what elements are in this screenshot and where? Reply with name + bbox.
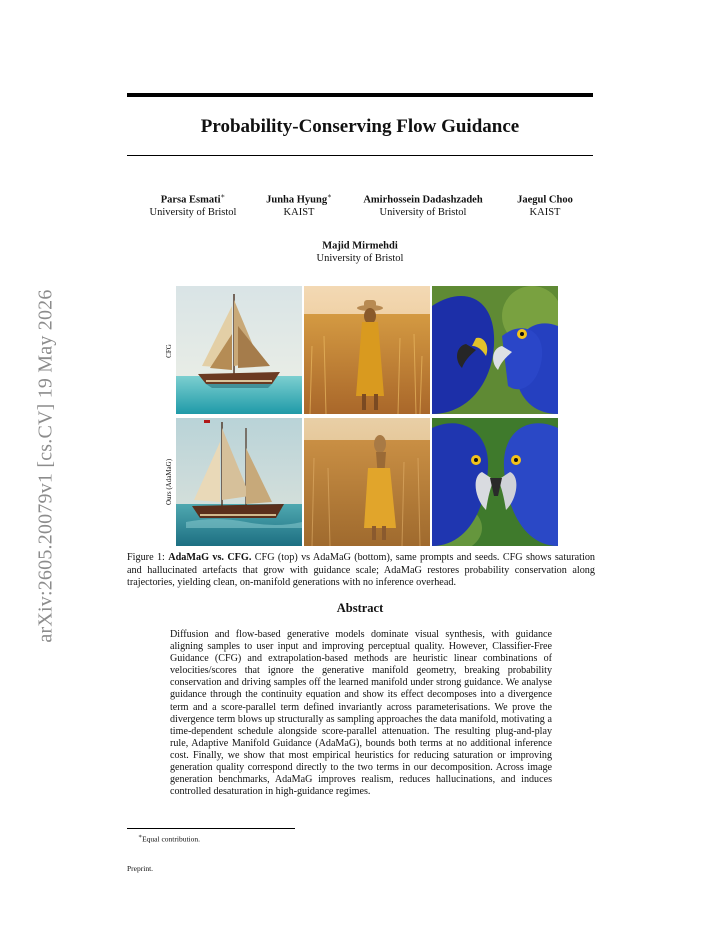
image-cfg-sailboat	[176, 286, 302, 414]
footnote-rule	[127, 828, 295, 829]
image-ours-sailboat	[176, 418, 302, 546]
author-name: Junha Hyung∗	[266, 192, 332, 206]
footnote: ∗Equal contribution.	[138, 834, 200, 844]
author-block	[256, 190, 342, 219]
author-affiliation: University of Bristol	[379, 206, 467, 218]
image-ours-wheat-field	[304, 418, 430, 546]
author-affiliation: KAIST	[529, 206, 561, 218]
title-top-rule	[127, 93, 593, 97]
author-name: Majid Mirmehdi	[322, 240, 398, 252]
image-cfg-macaws	[432, 286, 558, 414]
author-block	[300, 236, 420, 265]
paper-title: Probability-Conserving Flow Guidance	[200, 116, 520, 137]
figure-image-grid	[176, 286, 558, 546]
author-block	[505, 190, 585, 219]
caption-bold-lead: AdaMaG vs. CFG.	[168, 552, 252, 563]
image-cfg-wheat-field	[304, 286, 430, 414]
figure-caption: Figure 1: AdaMaG vs. CFG. CFG (top) vs AdaMaG (bottom), same prompts and seeds. CFG shows saturation and hallucinated artefacts that grow with guidance scale; AdaMaG restores probability conservation along trajectories, yielding clean, on-manifold generations with no inference overhead.	[127, 552, 596, 589]
author-affiliation: University of Bristol	[149, 206, 237, 218]
author-name: Amirhossein Dadashzadeh	[363, 194, 483, 206]
abstract-heading: Abstract	[336, 601, 384, 615]
arxiv-identifier: arXiv:2605.20079v1 [cs.CV] 19 May 2026	[34, 289, 57, 643]
author-affiliation: University of Bristol	[316, 252, 404, 264]
title-bottom-rule	[127, 155, 593, 156]
abstract-text: Diffusion and flow-based generative models dominate visual synthesis, with guidance aligning samples to user input and improving perceptual quality. However, Classifier-Free Guidance (CFG) and extrapolation-based methods are heuristic linear combinations of velocities/scores that ignore the generative manifold geometry, breaking probability conservation and driving samples off the learned manifold under strong guidance. We analyse guidance through the continuity equation and show its effect decomposes into a divergence term and a score-parallel term defined invariantly across parameterisations. We prove the divergence term blows up structurally as sampling approaches the data manifold, motivating a time-dependent schedule alongside score-parallel attenuation. The resulting plug-and-play rule, Adaptive Manifold Guidance (AdaMaG), bounds both terms at no additional inference cost. Finally, we show that most empirical heuristics for reducing saturation or improving generation quality correspond directly to the two terms in our decomposition. Across image generation benchmarks, AdaMaG improves realism, reduces hallucinations, and induces controlled desaturation in high-guidance regimes.	[170, 629, 552, 798]
preprint-label: Preprint.	[127, 864, 154, 873]
author-block	[140, 190, 246, 219]
author-block	[350, 190, 496, 219]
author-affiliation: KAIST	[283, 206, 315, 218]
image-ours-macaws	[432, 418, 558, 546]
row-label-cfg: CFG	[165, 344, 173, 358]
author-name: Parsa Esmati∗	[160, 192, 226, 206]
row-label-ours: Ours (AdaMaG)	[165, 458, 173, 506]
author-name: Jaegul Choo	[517, 194, 573, 206]
